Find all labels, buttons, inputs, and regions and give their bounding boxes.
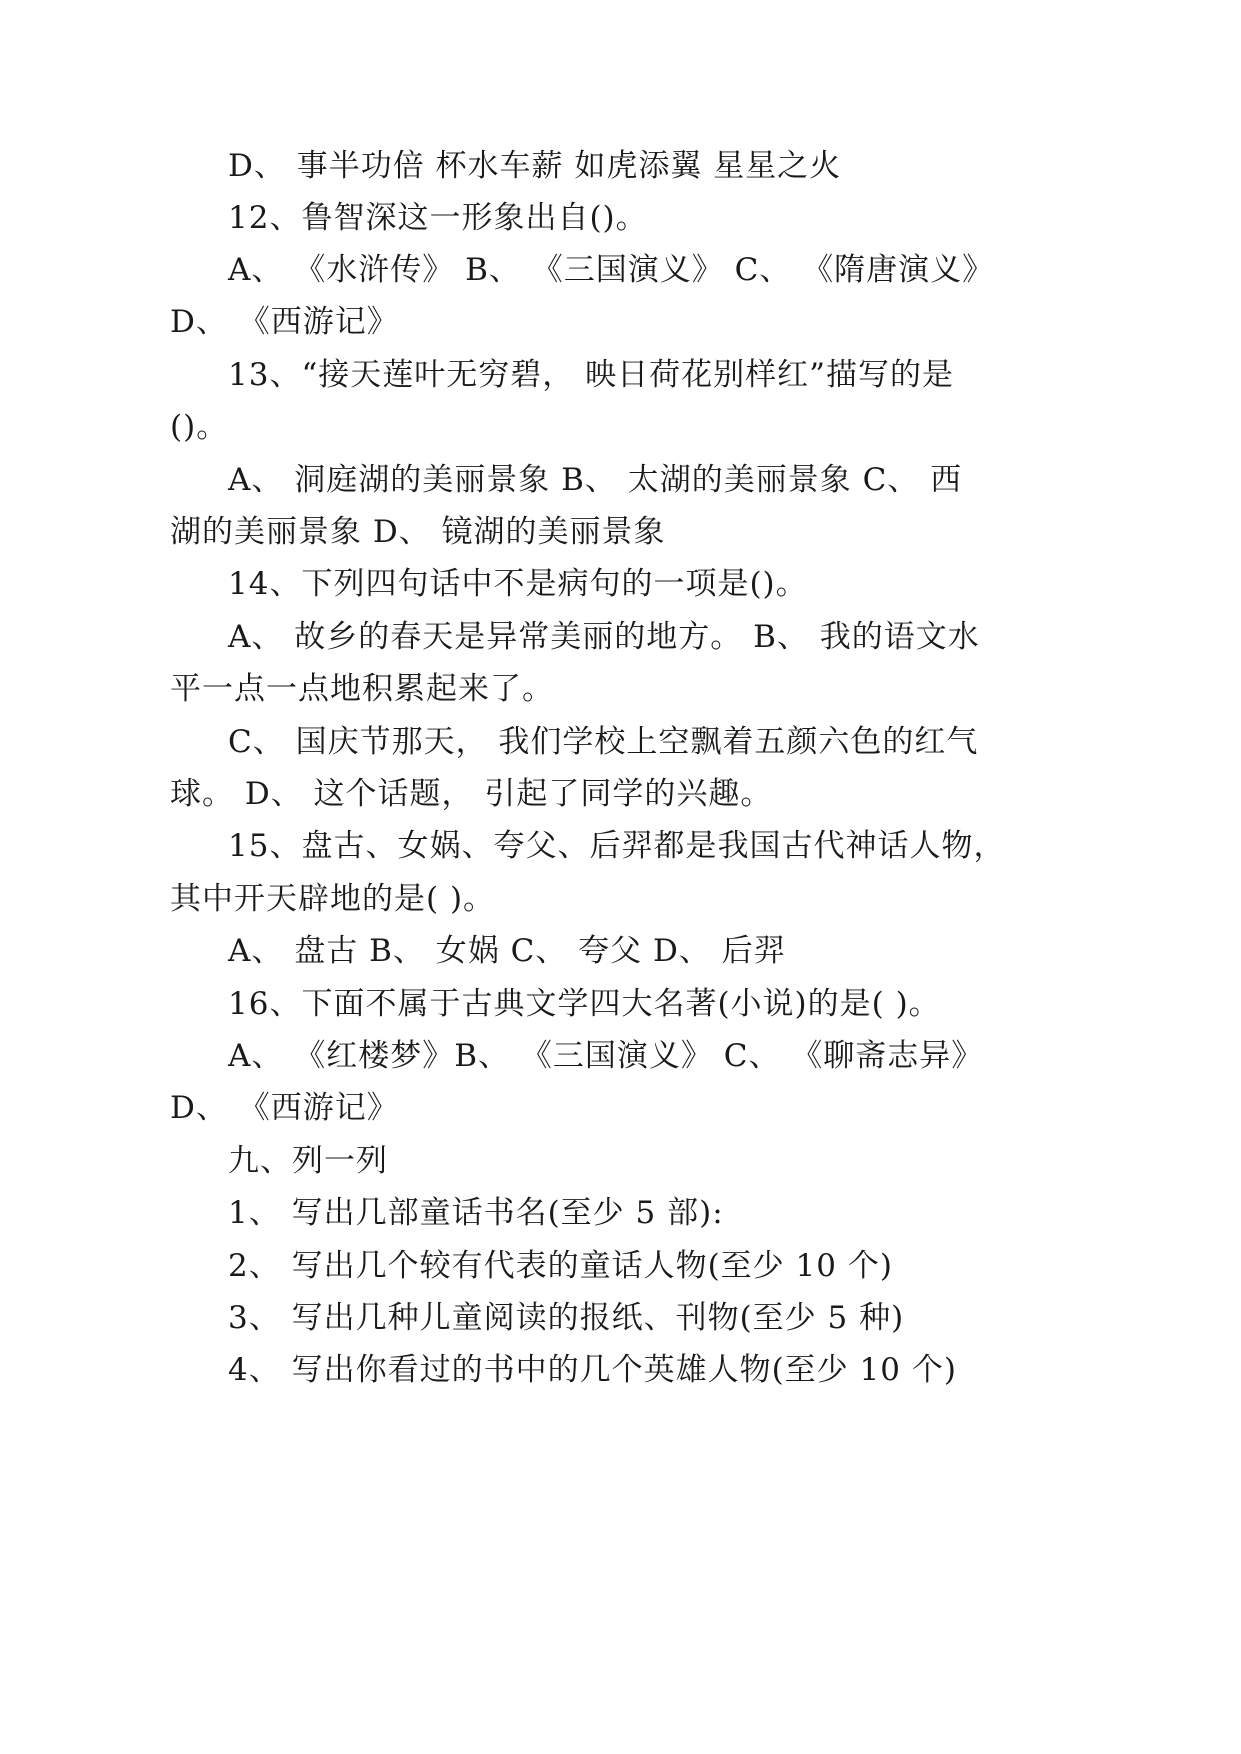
list-item: 4、 写出你看过的书中的几个英雄人物(至少 10 个) (228, 1352, 957, 1388)
list-item: 2、 写出几个较有代表的童话人物(至少 10 个) (228, 1248, 893, 1284)
list-item: 3、 写出几种儿童阅读的报纸、刊物(至少 5 种) (228, 1300, 905, 1336)
section-heading: 九、列一列 (228, 1143, 388, 1179)
option-line: C、 国庆节那天， 我们学校上空飘着五颜六色的红气 (228, 724, 979, 760)
option-line: A、 《水浒传》 B、 《三国演义》 C、 《隋唐演义》 (228, 252, 995, 288)
option-line: D、 《西游记》 (170, 1090, 399, 1126)
question-line: 13、“接天莲叶无穷碧， 映日荷花别样红”描写的是 (228, 357, 954, 393)
option-line: D、 《西游记》 (170, 304, 399, 340)
option-line: A、 《红楼梦》B、 《三国演义》 C、 《聊斋志异》 (228, 1038, 984, 1074)
question-line: 12、鲁智深这一形象出自()。 (228, 200, 648, 236)
question-line: 16、下面不属于古典文学四大名著(小说)的是( )。 (228, 986, 941, 1022)
list-item: 1、 写出几部童话书名(至少 5 部): (228, 1195, 724, 1231)
option-line: 湖的美丽景象 D、 镜湖的美丽景象 (170, 514, 666, 550)
question-line: 其中开天辟地的是( )。 (170, 881, 496, 917)
question-line: ()。 (170, 409, 229, 445)
option-line: 球。 D、 这个话题， 引起了同学的兴趣。 (170, 776, 773, 812)
option-line: D、 事半功倍 杯水车薪 如虎添翼 星星之火 (228, 148, 842, 184)
option-line: A、 洞庭湖的美丽景象 B、 太湖的美丽景象 C、 西 (228, 462, 963, 498)
option-line: A、 故乡的春天是异常美丽的地方。 B、 我的语文水 (228, 619, 980, 655)
question-line: 15、盘古、女娲、夸父、后羿都是我国古代神话人物， (228, 828, 1006, 864)
option-line: A、 盘古 B、 女娲 C、 夸父 D、 后羿 (228, 933, 786, 969)
question-line: 14、下列四句话中不是病句的一项是()。 (228, 566, 808, 602)
option-line: 平一点一点地积累起来了。 (170, 671, 554, 707)
